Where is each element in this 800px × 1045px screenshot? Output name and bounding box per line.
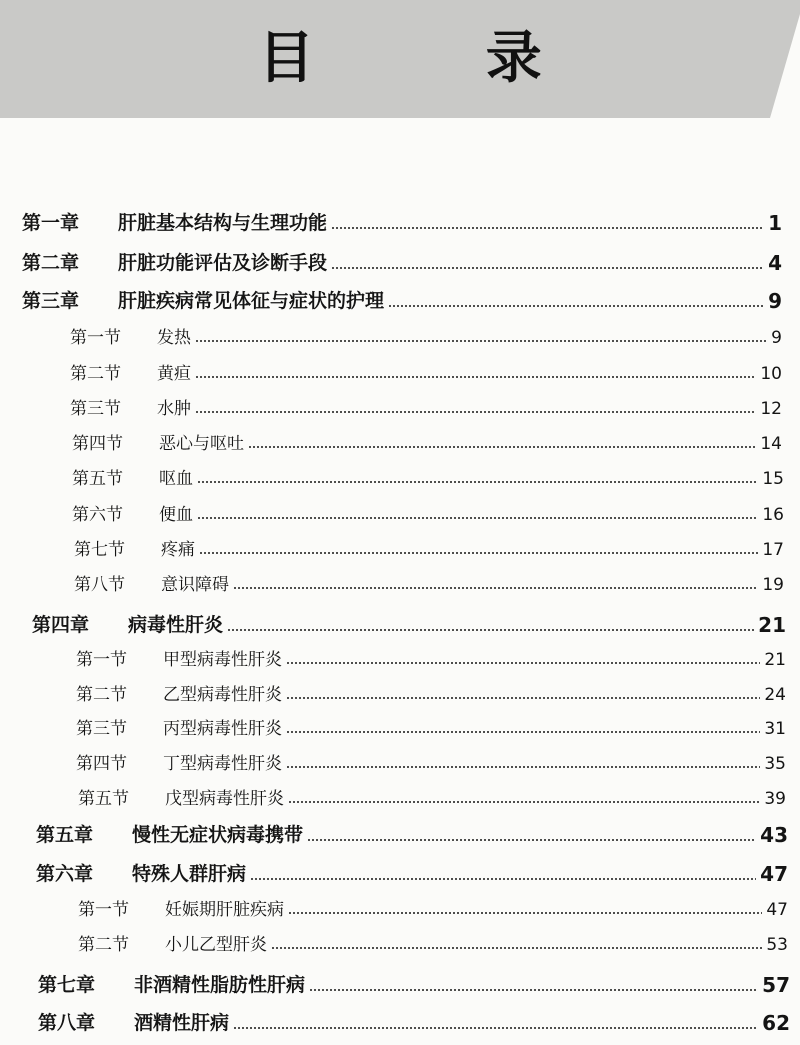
page-number: 39 [764,789,786,809]
toc-section-row [72,429,782,454]
dot-leader [286,731,760,733]
toc-section-row [76,645,786,670]
dot-leader [197,481,758,483]
section-number: 第八节 [74,575,125,595]
section-number: 第七节 [74,540,125,560]
chapter-title: 慢性无症状病毒携带 [132,824,304,846]
chapter-title: 酒精性肝病 [134,1012,230,1034]
dot-leader [331,227,764,229]
toc-chapter-row [32,610,786,637]
chapter-number: 第三章 [22,290,80,312]
dot-leader [199,552,758,554]
section-number: 第五节 [72,469,123,489]
dot-leader [331,267,764,269]
page-number: 16 [762,505,784,525]
page-number: 24 [764,685,786,705]
page-number: 31 [764,719,786,739]
section-number: 第四节 [76,754,127,774]
section-title: 呕血 [159,469,193,489]
dot-leader [309,989,758,991]
chapter-number: 第六章 [36,863,94,885]
section-number: 第四节 [72,434,123,454]
dot-leader [288,801,760,803]
chapter-title: 肝脏功能评估及诊断手段 [118,252,328,274]
section-title: 水肿 [157,399,191,419]
chapter-number: 第八章 [38,1012,96,1034]
dot-leader [195,411,756,413]
toc-section-row [78,930,788,955]
toc-section-row [72,464,784,489]
page-number: 15 [762,469,784,489]
toc-chapter-row [38,1008,790,1035]
dot-leader [195,340,767,342]
section-title: 黄疸 [157,364,191,384]
chapter-number: 第七章 [38,974,96,996]
toc-chapter-row [38,970,790,997]
page-number: 62 [762,1011,790,1035]
toc-section-row [76,714,786,739]
toc-section-row [70,359,782,384]
toc-chapter-row [22,248,782,275]
dot-leader [233,587,758,589]
chapter-title: 非酒精性脂肪性肝病 [134,974,306,996]
page-number: 35 [764,754,786,774]
dot-leader [197,517,758,519]
toc-section-row [74,535,784,560]
page-number: 43 [760,823,788,847]
toc-section-row [76,749,786,774]
toc-section-row [74,570,784,595]
page-number: 9 [768,289,782,313]
page-number: 21 [758,613,786,637]
page-number: 12 [760,399,782,419]
section-title: 疼痛 [161,540,195,560]
toc-chapter-row [36,859,788,886]
dot-leader [248,446,756,448]
page-number: 9 [771,328,782,348]
section-title: 意识障碍 [161,575,229,595]
section-number: 第一节 [76,650,127,670]
dot-leader [271,947,762,949]
dot-leader [286,662,760,664]
section-number: 第二节 [70,364,121,384]
section-title: 恶心与呕吐 [159,434,244,454]
page-number: 17 [762,540,784,560]
dot-leader [233,1027,758,1029]
chapter-number: 第二章 [22,252,80,274]
chapter-number: 第五章 [36,824,94,846]
section-title: 戊型病毒性肝炎 [165,789,284,809]
page-number: 10 [760,364,782,384]
page-title: 目 录 [258,25,618,91]
section-number: 第二节 [76,685,127,705]
toc-section-row [72,500,784,525]
toc-chapter-row [22,286,782,313]
section-number: 第三节 [70,399,121,419]
dot-leader [388,305,764,307]
chapter-title: 肝脏基本结构与生理功能 [118,212,328,234]
toc-section-row [78,784,786,809]
page-number: 21 [764,650,786,670]
dot-leader [250,878,756,880]
dot-leader [288,912,762,914]
dot-leader [307,839,756,841]
page-number: 4 [768,251,782,275]
chapter-title: 肝脏疾病常见体征与症状的护理 [118,290,385,312]
section-number: 第六节 [72,505,123,525]
chapter-title: 病毒性肝炎 [128,614,224,636]
section-title: 妊娠期肝脏疾病 [165,900,284,920]
page-number: 47 [760,862,788,886]
chapter-title: 特殊人群肝病 [132,863,247,885]
toc-section-row [76,680,786,705]
section-title: 丁型病毒性肝炎 [163,754,282,774]
chapter-number: 第四章 [32,614,90,636]
section-number: 第一节 [78,900,129,920]
section-title: 甲型病毒性肝炎 [163,650,282,670]
page-number: 19 [762,575,784,595]
toc-chapter-row [36,820,788,847]
page-number: 53 [766,935,788,955]
section-number: 第二节 [78,935,129,955]
page-number: 1 [768,211,782,235]
section-title: 发热 [157,328,191,348]
page-number: 57 [762,973,790,997]
section-title: 小儿乙型肝炎 [165,935,267,955]
section-title: 丙型病毒性肝炎 [163,719,282,739]
toc-section-row [70,323,782,348]
dot-leader [286,697,760,699]
toc-section-row [78,895,788,920]
section-number: 第三节 [76,719,127,739]
toc-chapter-row [22,208,782,235]
page-number: 47 [766,900,788,920]
toc-section-row [70,394,782,419]
dot-leader [227,629,754,631]
section-title: 乙型病毒性肝炎 [163,685,282,705]
page-number: 14 [760,434,782,454]
section-number: 第一节 [70,328,121,348]
dot-leader [195,376,756,378]
chapter-number: 第一章 [22,212,80,234]
dot-leader [286,766,760,768]
section-number: 第五节 [78,789,129,809]
section-title: 便血 [159,505,193,525]
